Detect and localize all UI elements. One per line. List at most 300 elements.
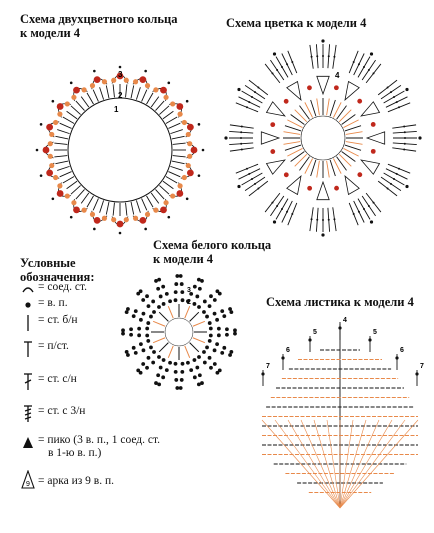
leaf-column-dot (395, 356, 398, 359)
ring-tip-dot (202, 149, 205, 152)
white-round-label: 3 (187, 287, 191, 294)
flower-stitch-mark (333, 56, 335, 58)
flower-arch (317, 182, 329, 200)
white-chain-dot (157, 278, 161, 282)
white-ring-diagram (115, 268, 243, 396)
flower-stitch-mark (257, 188, 259, 190)
white-chain-dot (208, 304, 212, 308)
ring-orange-dot (187, 154, 192, 159)
white-chain-dot (186, 361, 190, 365)
flower-stitch-mark (368, 69, 370, 71)
ring-tip-dot (40, 174, 43, 177)
flower-arch (345, 81, 359, 99)
flower-stitch-mark (358, 63, 360, 65)
ring-orange-dot (153, 208, 158, 213)
ring-stitch (93, 90, 98, 102)
ring-stitch (147, 196, 154, 207)
legend-heading-line2: обозначения: (20, 270, 95, 284)
ring-round-label: 3 (118, 70, 123, 79)
flower-tip-dot (224, 136, 227, 139)
ring-stitch (142, 90, 147, 102)
ring-orange-dot (178, 183, 183, 188)
flower-inner-stitch (339, 110, 351, 122)
ring-orange-dot (57, 112, 62, 117)
legend-heading (20, 256, 95, 284)
white-chain-dot (222, 346, 226, 350)
legend-text-picot-line2: в 1-ю в. п.) (48, 447, 102, 459)
ring-stitch (100, 200, 104, 212)
ring-orange-dot (187, 141, 192, 146)
white-chain-dot (225, 333, 229, 337)
ring-stitch (173, 156, 186, 157)
white-chain-dot (193, 302, 197, 306)
legend-item-single-crochet (20, 314, 78, 332)
ring-orange-dot (178, 112, 183, 117)
ring2-title-line1: Схема двухцветного кольца (20, 12, 178, 26)
flower-red-dot (307, 186, 312, 191)
ring-red-dot (187, 124, 194, 131)
white-chain-dot (208, 321, 212, 325)
ring-stitch (54, 156, 67, 157)
white-ring-title-line2: к модели 4 (153, 252, 214, 266)
ring-stitch (63, 177, 74, 184)
flower-inner-stitch (346, 142, 363, 145)
flower-red-dot (371, 122, 376, 127)
ring-red-dot (94, 76, 101, 83)
ring-tip-dot (52, 197, 55, 200)
white-chain-dot (151, 300, 155, 304)
legend-text-arch: = арка из 9 в. п. (38, 475, 115, 487)
ring-stitch (172, 161, 185, 164)
white-chain-dot (145, 334, 149, 338)
white-chain-dot (193, 375, 197, 379)
white-chain-dot (146, 339, 150, 343)
ring-red-dot (139, 76, 146, 83)
flower-inner-stitch (330, 100, 335, 116)
flower-inner-stitch (285, 145, 301, 150)
flower-arch (317, 76, 329, 94)
ring-stitch (168, 172, 180, 177)
ring-stitch (147, 93, 154, 104)
flower-stitch-mark (328, 55, 330, 57)
ring-orange-dot (111, 217, 116, 222)
ring-orange-dot (48, 141, 53, 146)
white-chain-dot (137, 327, 141, 331)
white-stitch (185, 346, 190, 358)
leaf-column-dot (281, 356, 284, 359)
white-chain-dot (165, 368, 169, 372)
flower-stitch-mark (246, 106, 248, 108)
white-chain-dot (159, 366, 163, 370)
ring-red-dot (187, 169, 194, 176)
ring-stitch (136, 200, 140, 212)
white-chain-dot (151, 361, 155, 365)
flower-stitch-mark (358, 211, 360, 213)
white-chain-dot (200, 279, 204, 283)
ring-stitch (63, 117, 74, 124)
flower-stitch-mark (254, 183, 256, 185)
white-chain-dot (203, 300, 207, 304)
white-chain-dot (217, 333, 221, 337)
white-chain-dot (208, 356, 212, 360)
two-color-ring-diagram (30, 60, 210, 240)
ring-stitch (159, 106, 169, 115)
legend-item-dc (20, 373, 77, 391)
flower-tip-dot (418, 136, 421, 139)
leaf-round-label: 7 (420, 363, 424, 370)
legend-text-triple: = ст. с 3/н (38, 405, 86, 417)
ring-orange-dot (53, 120, 58, 125)
ring-red-dot (73, 87, 80, 94)
white-chain-dot (233, 332, 237, 336)
leaf-round-label: 6 (286, 347, 290, 354)
legend-text-single-crochet: = ст. б/н (38, 314, 78, 326)
white-chain-dot (142, 348, 146, 352)
flower-stitch-mark (373, 202, 375, 204)
ring-red-dot (57, 103, 64, 110)
flower-stitch-mark (240, 131, 242, 133)
legend-text-picot (38, 434, 160, 460)
white-chain-dot (132, 346, 136, 350)
flower-title-line1: Схема цветка к модели 4 (226, 16, 367, 30)
white-chain-dot (195, 366, 199, 370)
flower-red-dot (284, 99, 289, 104)
flower-arch (361, 102, 379, 116)
white-chain-dot (213, 312, 217, 316)
ring-stitch (67, 181, 78, 189)
ring-stitch (60, 172, 72, 177)
leaf-column-dot (415, 372, 418, 375)
leaf-column-dot (308, 338, 311, 341)
leaf-round-label: 6 (400, 347, 404, 354)
white-chain-dot (129, 327, 133, 331)
flower-inner-stitch (283, 142, 300, 145)
white-chain-dot (229, 310, 233, 314)
ring-stitch (57, 130, 69, 134)
white-chain-dot (202, 350, 206, 354)
white-chain-dot (157, 305, 161, 309)
flower-stitch-mark (373, 72, 375, 74)
ring-stitch (81, 97, 89, 108)
flower-arch (266, 102, 284, 116)
ring-orange-dot (145, 212, 150, 217)
flower-stitch-mark (257, 86, 259, 88)
white-chain-dot (137, 333, 141, 337)
ring-orange-dot (82, 87, 87, 92)
ring2-title (20, 12, 178, 40)
white-chain-dot (156, 287, 160, 291)
ring-stitch (54, 143, 67, 144)
legend-item-chain (20, 297, 68, 315)
ring-stitch (170, 166, 182, 170)
white-chain-dot (174, 370, 178, 374)
ring-orange-dot (186, 163, 191, 168)
flower-inner-stitch (345, 145, 361, 150)
white-chain-dot (168, 299, 172, 303)
flower-red-dot (284, 172, 289, 177)
white-chain-dot (193, 358, 197, 362)
ring-base-circle (68, 98, 172, 202)
double-crochet-icon (20, 373, 36, 391)
white-chain-dot (180, 370, 184, 374)
ring-orange-dot (170, 101, 175, 106)
white-chain-dot (121, 332, 125, 336)
white-chain-dot (139, 289, 143, 293)
legend-item-picot (20, 434, 160, 460)
flower-stitch-mark (286, 211, 288, 213)
ring-orange-dot (145, 83, 150, 88)
flower-tip-dot (405, 185, 408, 188)
ring-orange-dot (102, 216, 107, 221)
flower-stitch-mark (276, 205, 278, 207)
flower-arch (261, 132, 279, 144)
flower-stitch-mark (271, 202, 273, 204)
white-chain-dot (213, 298, 217, 302)
ring-orange-dot (49, 163, 54, 168)
leaf-column-dot (261, 372, 264, 375)
white-chain-dot (217, 327, 221, 331)
white-chain-dot (159, 295, 163, 299)
ring-stitch (131, 85, 134, 98)
ring-stitch (173, 143, 186, 144)
leaf-round-label: 7 (266, 363, 270, 370)
flower-stitch-mark (248, 173, 250, 175)
white-chain-dot (157, 355, 161, 359)
white-stitch (190, 343, 199, 352)
white-chain-dot (209, 327, 213, 331)
ring-stitch (57, 166, 69, 170)
ring-stitch (87, 196, 94, 207)
white-chain-dot (125, 350, 129, 354)
ring2-title-line2: к модели 4 (20, 26, 81, 40)
flower-stitch-mark (281, 66, 283, 68)
arch-icon-label: 9 (26, 481, 30, 488)
ring-orange-dot (48, 154, 53, 159)
ring-orange-dot (49, 132, 54, 137)
ring-orange-dot (65, 193, 70, 198)
ring-tip-dot (186, 197, 189, 200)
white-stitch (193, 321, 205, 326)
leaf-round-label: 4 (343, 317, 347, 324)
white-chain-dot (142, 312, 146, 316)
flower-tip-dot (237, 88, 240, 91)
flower-stitch-mark (363, 66, 365, 68)
ring-stitch (60, 123, 72, 128)
flower-center-ring (301, 116, 345, 160)
ring-stitch (166, 177, 177, 184)
flower-red-dot (357, 172, 362, 177)
flower-red-dot (334, 85, 339, 90)
legend-item-triple (20, 405, 85, 423)
legend-text-hdc: = п/ст. (38, 340, 69, 352)
flower-red-dot (371, 149, 376, 154)
flower-tip-dot (237, 185, 240, 188)
flower-stitch-mark (403, 148, 405, 150)
ring-tip-dot (186, 100, 189, 103)
white-stitch (185, 306, 190, 318)
white-stitch (168, 306, 173, 318)
flower-tip-dot (405, 88, 408, 91)
white-chain-dot (220, 309, 224, 313)
legend-text-chain: = в. п. (38, 297, 68, 309)
white-chain-dot (162, 302, 166, 306)
ring-stitch (155, 101, 164, 111)
ring-stitch (151, 97, 159, 108)
white-chain-dot (180, 290, 184, 294)
flower-stitch-mark (241, 126, 243, 128)
white-stitch (193, 338, 205, 343)
flower-red-dot (307, 85, 312, 90)
flower-stitch-mark (368, 205, 370, 207)
ring-stitch (67, 111, 78, 119)
ring-orange-dot (65, 101, 70, 106)
legend-item-hdc (20, 340, 69, 358)
white-chain-dot (147, 356, 151, 360)
ring-tip-dot (93, 70, 96, 73)
ring-stitch (55, 136, 68, 139)
legend-text-slip-stitch: = соед. ст. (38, 281, 88, 293)
half-double-crochet-icon (20, 340, 36, 358)
flower-stitch-mark (398, 168, 400, 170)
flower-inner-stitch (285, 126, 301, 131)
flower-stitch-mark (393, 178, 395, 180)
flower-stitch-mark (387, 188, 389, 190)
ring-stitch (71, 106, 81, 115)
white-chain-dot (218, 292, 222, 296)
flower-red-dot (270, 122, 275, 127)
white-chain-dot (209, 366, 213, 370)
ring-tip-dot (119, 232, 122, 235)
white-chain-dot (139, 318, 143, 322)
flower-arch (345, 176, 359, 194)
flower-stitch-mark (403, 126, 405, 128)
white-chain-dot (205, 315, 209, 319)
flower-stitch-mark (393, 96, 395, 98)
white-chain-dot (193, 285, 197, 289)
single-crochet-icon (20, 314, 36, 332)
white-chain-dot (139, 342, 143, 346)
flower-stitch-mark (311, 56, 313, 58)
ring-orange-dot (124, 78, 129, 83)
ring-red-dot (117, 221, 124, 228)
legend-text-dc: = ст. с/н (38, 373, 77, 385)
white-stitch (159, 343, 168, 352)
white-chain-dot (161, 285, 165, 289)
white-chain-dot (197, 305, 201, 309)
white-chain-dot (215, 371, 219, 375)
white-chain-dot (181, 362, 185, 366)
flower-stitch-mark (353, 213, 355, 215)
white-chain-dot (198, 287, 202, 291)
flower-stitch-mark (316, 55, 318, 57)
ring-stitch (131, 202, 134, 215)
flower-stitch-mark (240, 143, 242, 145)
white-stitch (153, 338, 165, 343)
white-chain-dot (146, 321, 150, 325)
flower-stitch-mark (281, 208, 283, 210)
white-stitch (190, 312, 199, 321)
white-chain-dot (145, 294, 149, 298)
ring-stitch (71, 185, 81, 194)
flower-arch (287, 176, 301, 194)
ring-red-dot (57, 190, 64, 197)
white-chain-dot (149, 315, 153, 319)
white-chain-dot (209, 334, 213, 338)
white-chain-dot (208, 339, 212, 343)
ring-red-dot (43, 147, 50, 154)
ring-round-label: 1 (114, 105, 119, 114)
flower-red-dot (357, 99, 362, 104)
ring-tip-dot (167, 82, 170, 85)
picot-icon (20, 434, 36, 452)
flower-stitch-mark (248, 101, 250, 103)
flower-stitch-mark (322, 55, 324, 57)
flower-inner-stitch (327, 161, 330, 178)
ring-stitch (126, 84, 127, 97)
flower-arch (367, 132, 385, 144)
white-chain-dot (180, 378, 184, 382)
white-chain-dot (213, 362, 217, 366)
flower-inner-stitch (339, 154, 351, 166)
white-center-ring (165, 318, 193, 346)
leaf-column-dot (368, 338, 371, 341)
ring-tip-dot (198, 174, 201, 177)
ring-orange-dot (182, 120, 187, 125)
flower-inner-stitch (330, 160, 335, 176)
ring-orange-dot (124, 217, 129, 222)
ring-orange-dot (163, 200, 168, 205)
ring-stitch (163, 181, 174, 189)
flower-inner-stitch (295, 110, 307, 122)
white-chain-dot (174, 290, 178, 294)
flower-stitch-mark (316, 219, 318, 221)
flower-stitch-mark (322, 219, 324, 221)
white-chain-dot (168, 361, 172, 365)
white-chain-dot (189, 368, 193, 372)
flower-stitch-mark (291, 213, 293, 215)
white-chain-dot (195, 295, 199, 299)
ring-stitch (136, 87, 140, 99)
ring-stitch (159, 185, 169, 194)
white-chain-dot (180, 282, 184, 286)
flower-inner-stitch (317, 98, 320, 115)
legend-heading-line1: Условные (20, 256, 76, 270)
white-chain-dot (181, 298, 185, 302)
legend-text-picot-line1: = пико (3 в. п., 1 соед. ст. (38, 434, 161, 446)
white-chain-dot (156, 373, 160, 377)
arch-icon (20, 470, 36, 492)
ring-tip-dot (198, 123, 201, 126)
white-chain-dot (134, 309, 138, 313)
white-chain-dot (149, 346, 153, 350)
white-chain-dot (233, 328, 237, 332)
flower-diagram (225, 38, 425, 238)
flower-inner-stitch (346, 132, 363, 135)
ring-red-dot (139, 217, 146, 224)
flower-stitch-mark (396, 173, 398, 175)
ring-stitch (126, 203, 127, 216)
ring-orange-dot (82, 208, 87, 213)
white-chain-dot (175, 274, 179, 278)
white-chain-dot (203, 361, 207, 365)
white-chain-dot (228, 353, 232, 357)
white-chain-dot (213, 348, 217, 352)
ring-red-dot (94, 217, 101, 224)
flower-stitch-mark (353, 61, 355, 63)
ring-red-dot (73, 206, 80, 213)
ring-orange-dot (133, 79, 138, 84)
leaf-title (266, 295, 414, 309)
